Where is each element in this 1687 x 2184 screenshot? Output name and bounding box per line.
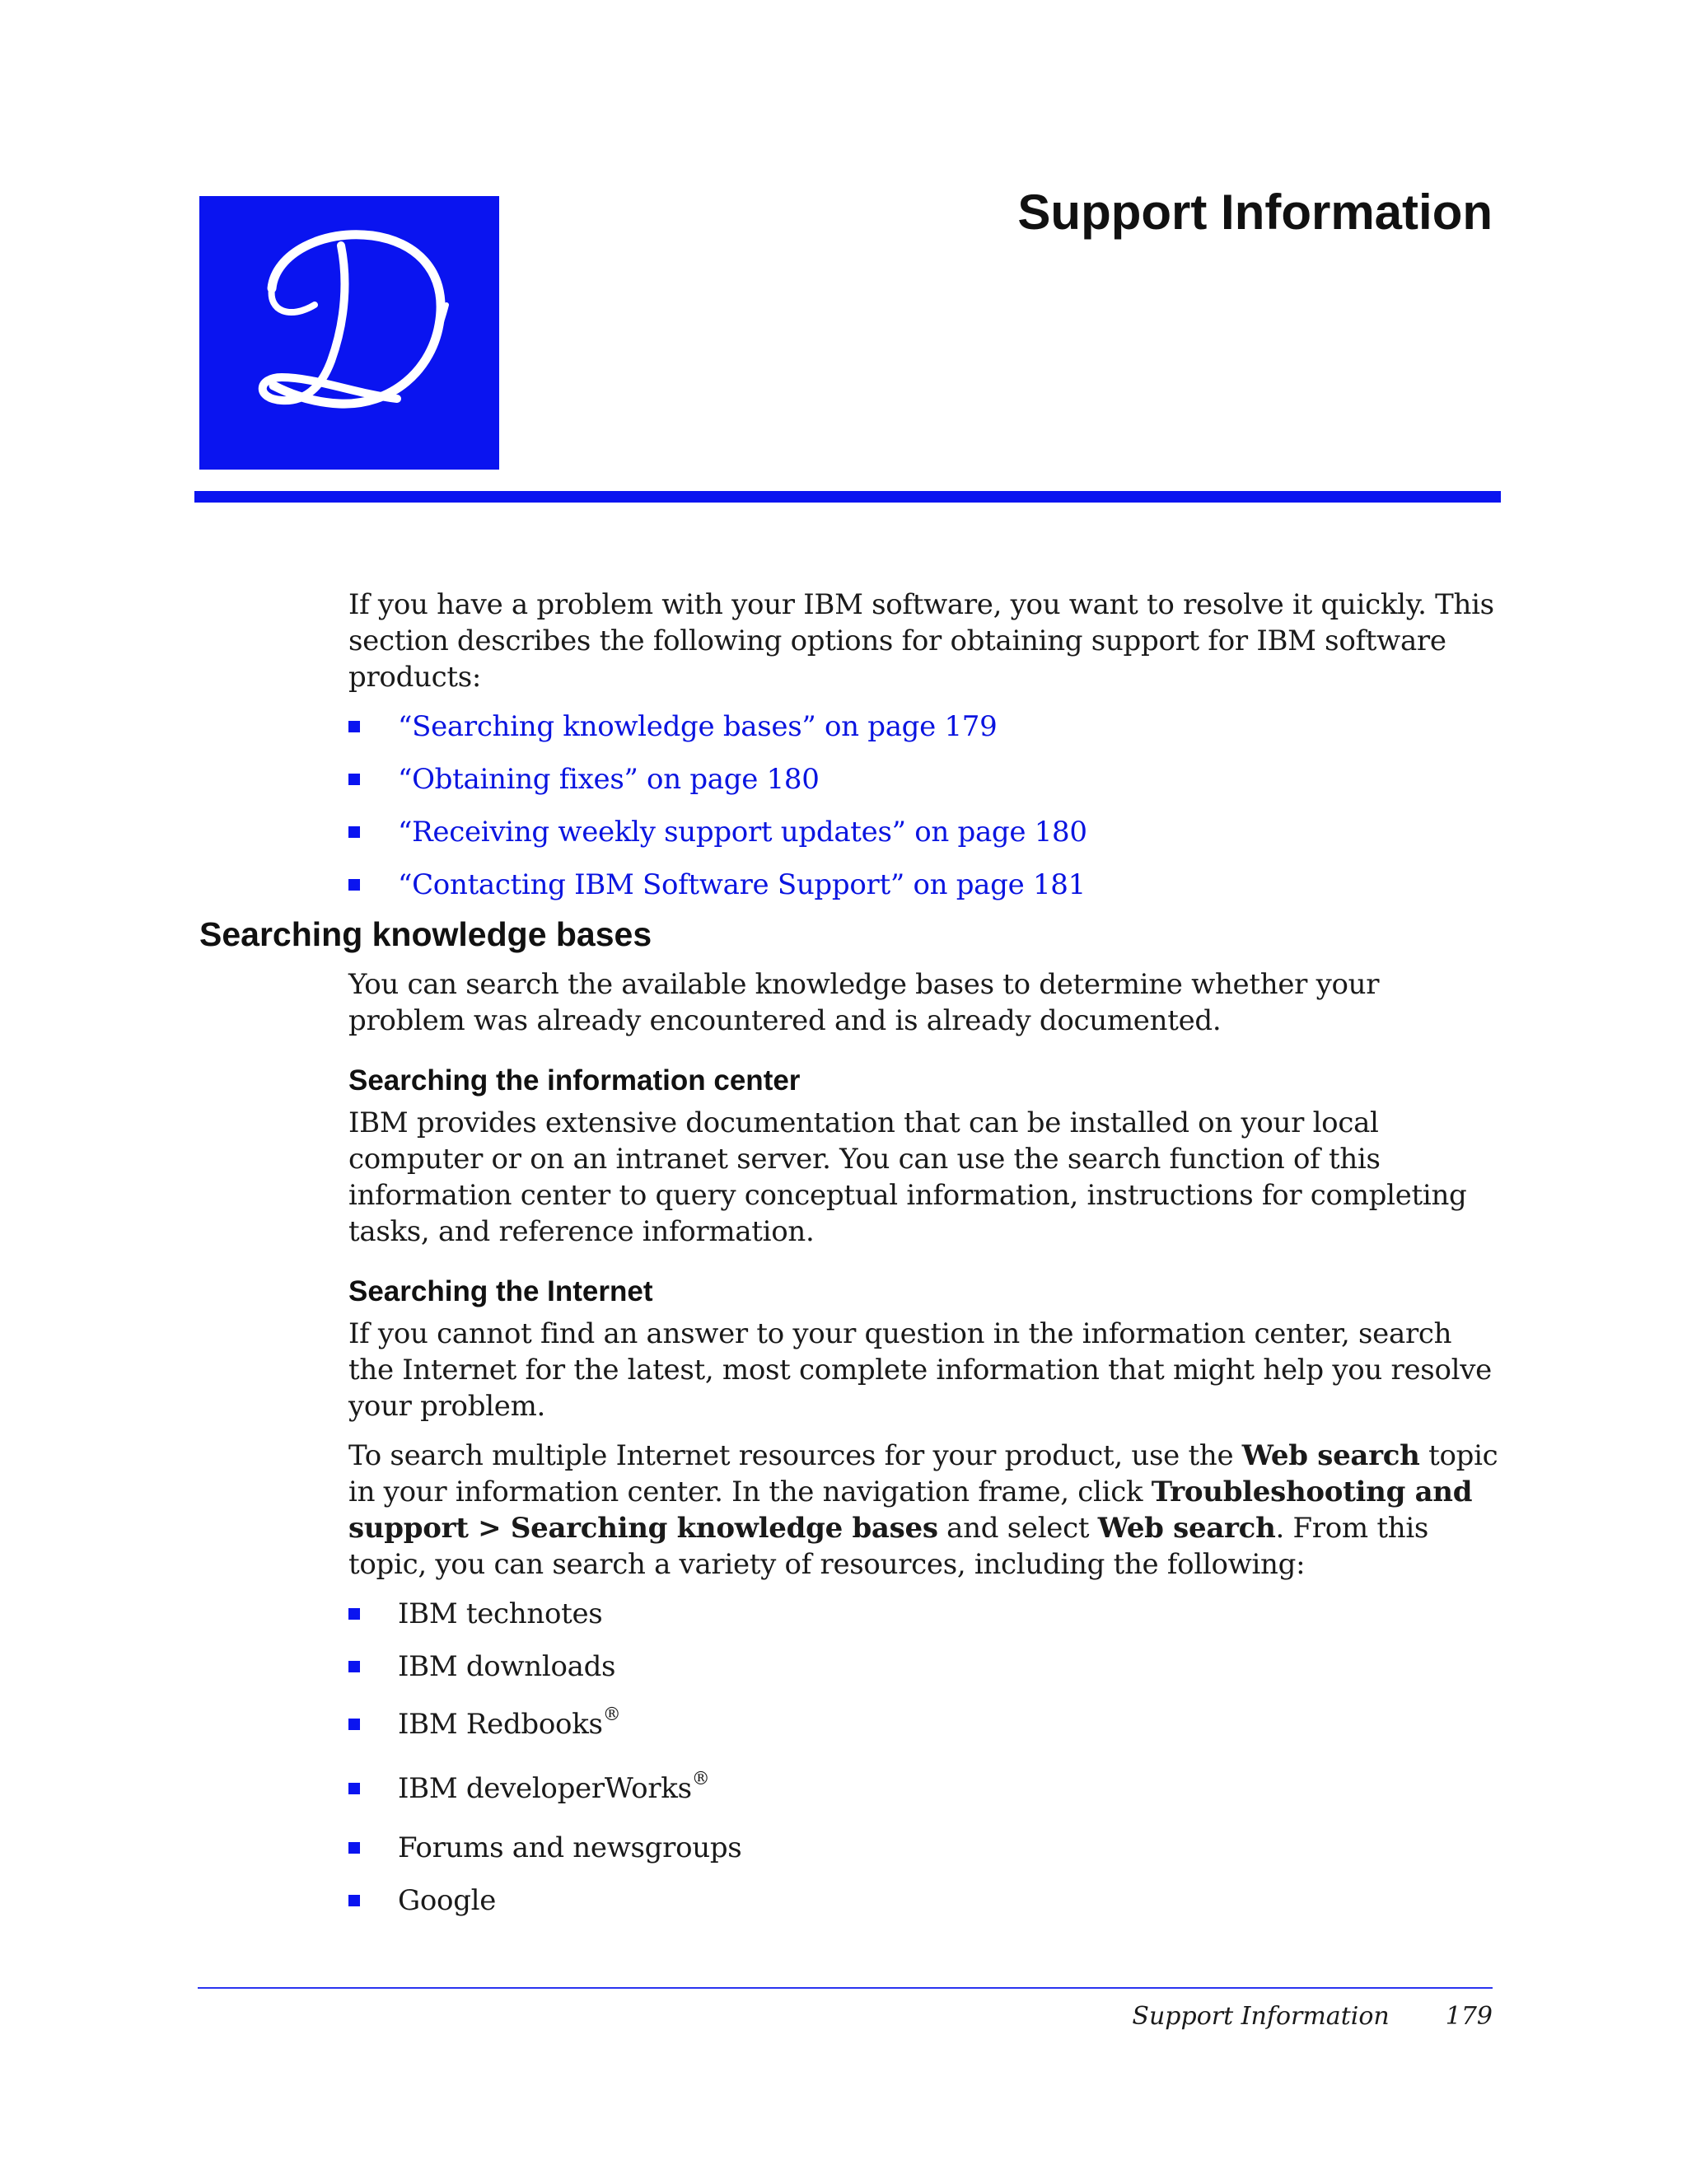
cross-reference-link[interactable]: “Obtaining fixes” on page 180 (398, 763, 820, 796)
bullet-square-icon (348, 1608, 360, 1620)
bullet-square-icon (348, 1842, 360, 1854)
resource-label: Forums and newsgroups (398, 1831, 742, 1864)
footer-section-name: Support Information (1132, 2002, 1390, 2031)
list-item (348, 1596, 1502, 1649)
list-item (348, 1765, 1502, 1830)
list-item[interactable] (348, 761, 1502, 814)
list-item[interactable] (348, 814, 1502, 867)
cross-reference-link[interactable]: “Contacting IBM Software Support” on page 181 (398, 868, 1086, 901)
intro-paragraph: If you have a problem with your IBM software, you want to resolve it quickly. This section describes the following options for obtaining support for IBM software products: (348, 588, 1494, 694)
bullet-square-icon (348, 826, 360, 838)
chapter-title: Support Information (1017, 185, 1493, 240)
section-intro-paragraph: You can search the available knowledge bases to determine whether your problem was already encountered and is already documented. (348, 968, 1380, 1037)
list-item (348, 1882, 1502, 1935)
information-center-paragraph: IBM provides extensive documentation that can be installed on your local computer or on an intranet server. You can use the search function of this information center to query conceptual information, instructions for completing tasks, and reference information. (348, 1106, 1467, 1248)
cross-reference-link[interactable]: “Receiving weekly support updates” on page 180 (398, 816, 1087, 849)
resource-label: IBM developerWorks (398, 1772, 692, 1805)
resource-list (348, 1596, 1502, 1935)
bullet-square-icon (348, 1783, 360, 1794)
resource-label: IBM Redbooks (398, 1708, 603, 1741)
page-number: 179 (1445, 2002, 1493, 2031)
text-run: and select (937, 1512, 1098, 1545)
chapter-letter-d-icon (199, 196, 499, 470)
intro-link-list (348, 709, 1502, 919)
bullet-square-icon (348, 1895, 360, 1906)
bullet-square-icon (348, 1661, 360, 1672)
resource-label: IBM downloads (398, 1650, 616, 1683)
list-item[interactable] (348, 867, 1502, 919)
resource-label: IBM technotes (398, 1597, 603, 1630)
page-footer (1132, 2000, 1493, 2033)
text-run: topic in your information center. In the navigation frame, click (348, 1439, 1498, 1508)
ui-term-web-search: Web search (1097, 1512, 1276, 1545)
text-run: To search multiple Internet resources for your product, use the (348, 1439, 1242, 1472)
subheading-internet: Searching the Internet (348, 1275, 653, 1307)
ui-term-navigation-path: Troubleshooting and support > Searching knowledge bases (348, 1475, 1473, 1545)
bullet-square-icon (348, 1719, 360, 1730)
section-body (348, 966, 1502, 1935)
bullet-square-icon (348, 721, 360, 732)
list-item[interactable] (348, 709, 1502, 761)
subheading-information-center: Searching the information center (348, 1064, 801, 1097)
text-run: . From this topic, you can search a variety of resources, including the following: (348, 1512, 1429, 1581)
internet-paragraph-1: If you cannot find an answer to your question in the information center, search the Internet for the latest, most complete information that might help you resolve your problem. (348, 1317, 1492, 1423)
section-heading: Searching knowledge bases (199, 915, 652, 953)
intro-block (348, 587, 1502, 919)
internet-paragraph-2 (348, 1438, 1502, 1583)
chapter-title-rule (194, 491, 1501, 503)
list-item (348, 1649, 1502, 1701)
resource-label: Google (398, 1884, 497, 1917)
list-item (348, 1701, 1502, 1765)
registered-trademark-mark: ® (691, 1769, 710, 1789)
registered-trademark-mark: ® (602, 1705, 621, 1725)
bullet-square-icon (348, 879, 360, 891)
chapter-letter-badge (199, 196, 499, 470)
footer-rule (198, 1987, 1493, 1989)
cross-reference-link[interactable]: “Searching knowledge bases” on page 179 (398, 710, 998, 743)
list-item (348, 1830, 1502, 1882)
ui-term-web-search: Web search (1241, 1439, 1420, 1472)
bullet-square-icon (348, 774, 360, 785)
